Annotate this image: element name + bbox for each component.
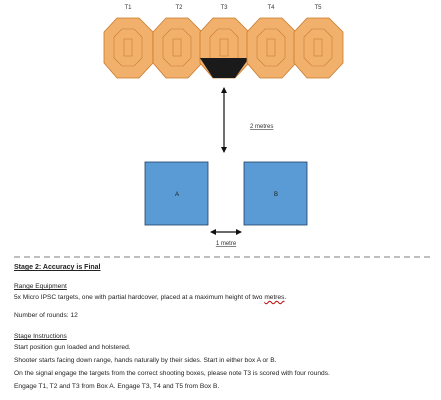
instruction-line: Start position gun loaded and holstered. <box>14 344 131 351</box>
target-t3 <box>200 18 249 78</box>
instruction-line: Shooter starts facing down range, hands naturally by their sides. Start in either box A or B. <box>14 357 277 364</box>
box-a-label: A <box>174 192 180 198</box>
hardcover <box>200 58 249 78</box>
target-label-t3: T3 <box>220 5 228 11</box>
stage-title: Stage 2: Accuracy is Final <box>14 264 101 271</box>
shooting-box-a <box>145 162 208 225</box>
target-t2 <box>153 18 202 78</box>
rounds-count: Number of rounds: 12 <box>14 312 78 319</box>
target-label-t1: T1 <box>124 5 132 11</box>
target-t5 <box>294 18 343 78</box>
equipment-body-prefix: 5x Micro IPSC targets, one with partial hardcover, placed at a maximum height of two <box>14 294 265 301</box>
instruction-line: Engage T1, T2 and T3 from Box A. Engage T3, T4 and T5 from Box B. <box>14 383 220 390</box>
shooting-box-b <box>244 162 307 225</box>
distance-label-horizontal: 1 metre <box>215 241 237 247</box>
instruction-line: On the signal engage the targets from the correct shooting boxes, please note T3 is scored with four rounds. <box>14 370 330 377</box>
target-label-t5: T5 <box>314 5 322 11</box>
target-t4 <box>247 18 296 78</box>
target-label-t4: T4 <box>267 5 275 11</box>
instructions-heading: Stage Instructions <box>14 333 67 340</box>
box-b-label: B <box>273 192 279 198</box>
target-t1 <box>104 18 153 78</box>
equipment-heading: Range Equipment <box>14 283 67 290</box>
target-label-t2: T2 <box>175 5 183 11</box>
distance-label-vertical: 2 metres <box>250 124 274 130</box>
equipment-body-suffix: . <box>284 294 287 301</box>
equipment-body-squiggle: metres <box>264 294 285 301</box>
equipment-body <box>14 295 286 302</box>
